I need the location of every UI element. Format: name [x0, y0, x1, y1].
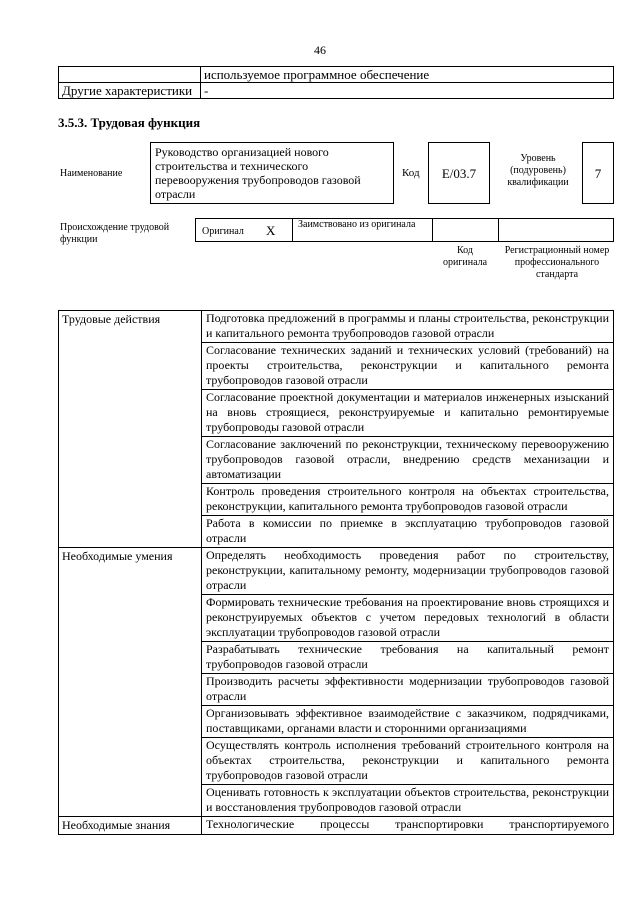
reg-number-caption: Регистрационный номер профессионального стандарта: [504, 245, 610, 280]
list-item: Согласование проектной документации и материалов инженерных изысканий на вновь строящиеся, реконструируемые и капитально ремонтируемые трубопроводы газовой отрасли: [202, 390, 614, 437]
software-cell: используемое программное обеспечение: [201, 67, 614, 83]
divider: [432, 219, 433, 241]
origin-label: Происхождение трудовой функции: [60, 222, 170, 245]
list-item: Производить расчеты эффективности модернизации трубопроводов газовой отрасли: [202, 674, 614, 706]
table-row: [59, 83, 614, 99]
table-row: [59, 817, 614, 835]
code-label: Код: [402, 167, 420, 179]
borrowed-label: Заимствовано из оригинала: [298, 219, 416, 230]
list-item: Формировать технические требования на проектирование вновь строящихся и реконструируемых объектов с учетом передовых технологий в области эксплуатации трубопроводов газовой отрасли: [202, 595, 614, 642]
name-label: Наименование: [60, 168, 123, 179]
list-item: Разрабатывать технические требования на капитальный ремонт трубопроводов газовой отрасли: [202, 642, 614, 674]
empty-cell: [59, 67, 201, 83]
table-row: [59, 311, 614, 343]
section-heading-knowledge: Необходимые знания: [59, 817, 202, 835]
list-item: Согласование технических заданий и технических условий (требований) на проекты строительства, реконструкции и капитального ремонта трубопроводов газовой отрасли: [202, 343, 614, 390]
list-item: Определять необходимость проведения работ по строительству, реконструкции, капитальному ремонту, модернизации трубопроводов газовой отрасли: [202, 548, 614, 595]
original-label: Оригинал: [202, 226, 244, 237]
divider: [292, 219, 293, 241]
table-row: [59, 67, 614, 83]
code-original-caption: Код оригинала: [442, 245, 488, 268]
list-item: Подготовка предложений в программы и планы строительства, реконструкции и капитального ремонта трубопроводов газовой отрасли: [202, 311, 614, 343]
list-item: Оценивать готовность к эксплуатации объектов строительства, реконструкции и восстановления трубопроводов газовой отрасли: [202, 785, 614, 817]
section-heading-actions: Трудовые действия: [59, 311, 202, 548]
level-label: Уровень (подуровень) квалификации: [507, 153, 569, 188]
list-item: Согласование заключений по реконструкции, техническому перевооружению трубопроводов газовой отрасли, внедрению средств механизации и автоматизации: [202, 437, 614, 484]
divider: [498, 219, 499, 241]
other-characteristics-value: -: [201, 83, 614, 99]
origin-box: [195, 218, 614, 242]
page-number: 46: [314, 43, 326, 57]
function-code-box: E/03.7: [428, 142, 490, 204]
list-item: Контроль проведения строительного контроля на объектах строительства, реконструкции, капитального ремонта трубопроводов газовой отрасли: [202, 484, 614, 516]
table-row: [59, 548, 614, 595]
list-item: Осуществлять контроль исполнения требований строительного контроля на объектах строительства, реконструкции и капитального ремонта трубопроводов газовой отрасли: [202, 738, 614, 785]
function-name-box: Руководство организацией нового строительства и технического перевооружения трубопроводов газовой отрасли: [150, 142, 394, 204]
original-mark: X: [266, 223, 276, 238]
section-heading-skills: Необходимые умения: [59, 548, 202, 817]
list-item: Технологические процессы транспортировки транспортируемого: [202, 817, 614, 835]
qualification-level-box: 7: [582, 142, 614, 204]
section-title: 3.5.3. Трудовая функция: [58, 115, 201, 130]
other-characteristics-label: Другие характеристики: [59, 83, 201, 99]
other-characteristics-table: [58, 66, 614, 99]
list-item: Работа в комиссии по приемке в эксплуатацию трубопроводов газовой отрасли: [202, 516, 614, 548]
labor-function-table: [58, 310, 614, 835]
list-item: Организовывать эффективное взаимодействие с заказчиком, подрядчиками, поставщиками, органами власти и сторонними организациями: [202, 706, 614, 738]
